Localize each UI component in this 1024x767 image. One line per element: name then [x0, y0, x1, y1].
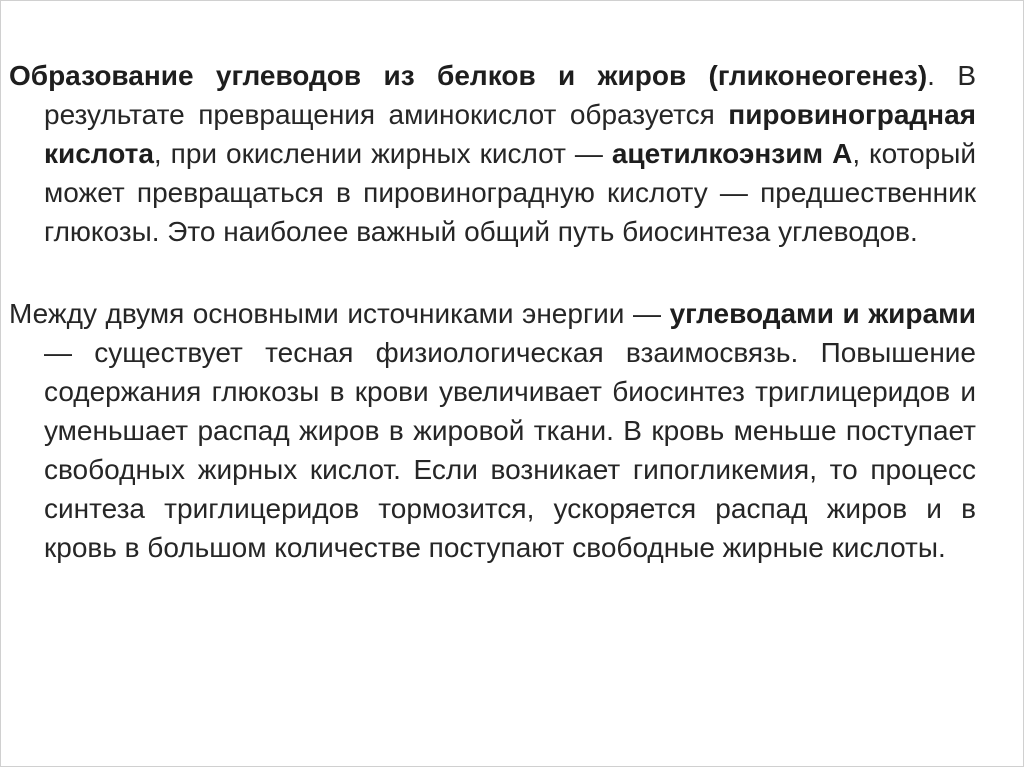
text-segment: . В результате превращения аминокислот образуется	[44, 60, 976, 130]
heading-gluconeogenesis: Образование углеводов из белков и жиров (гликонеогенез)	[9, 60, 928, 91]
text-segment: , при окислении жирных кислот —	[153, 138, 612, 169]
term-acetyl-coa: ацетилкоэнзим А	[611, 138, 853, 169]
text-segment: Между двумя основными источниками энергии —	[9, 298, 670, 329]
text-segment: , который может превращаться в пировиноградную кислоту — предшественник глюкозы. Это наиболее важный общий путь биосинтеза углеводов.	[44, 138, 976, 247]
paragraph-gluconeogenesis	[9, 56, 976, 251]
term-carbs-and-fats: углеводами и жирами	[669, 298, 976, 329]
paragraph-energy-sources	[9, 294, 976, 567]
text-segment: — существует тесная физиологическая взаимосвязь. Повышение содержания глюкозы в крови увеличивает биосинтез триглицеридов и уменьшает распад жиров в жировой ткани. В кровь меньше поступает свободных жирных кислот. Если возникает гипогликемия, то процесс синтеза триглицеридов тормозится, ускоряется распад жиров и в кровь в большом количестве поступают свободные жирные кислоты.	[44, 337, 976, 563]
term-pyruvic-acid: пировиноградная кислота	[44, 99, 976, 169]
